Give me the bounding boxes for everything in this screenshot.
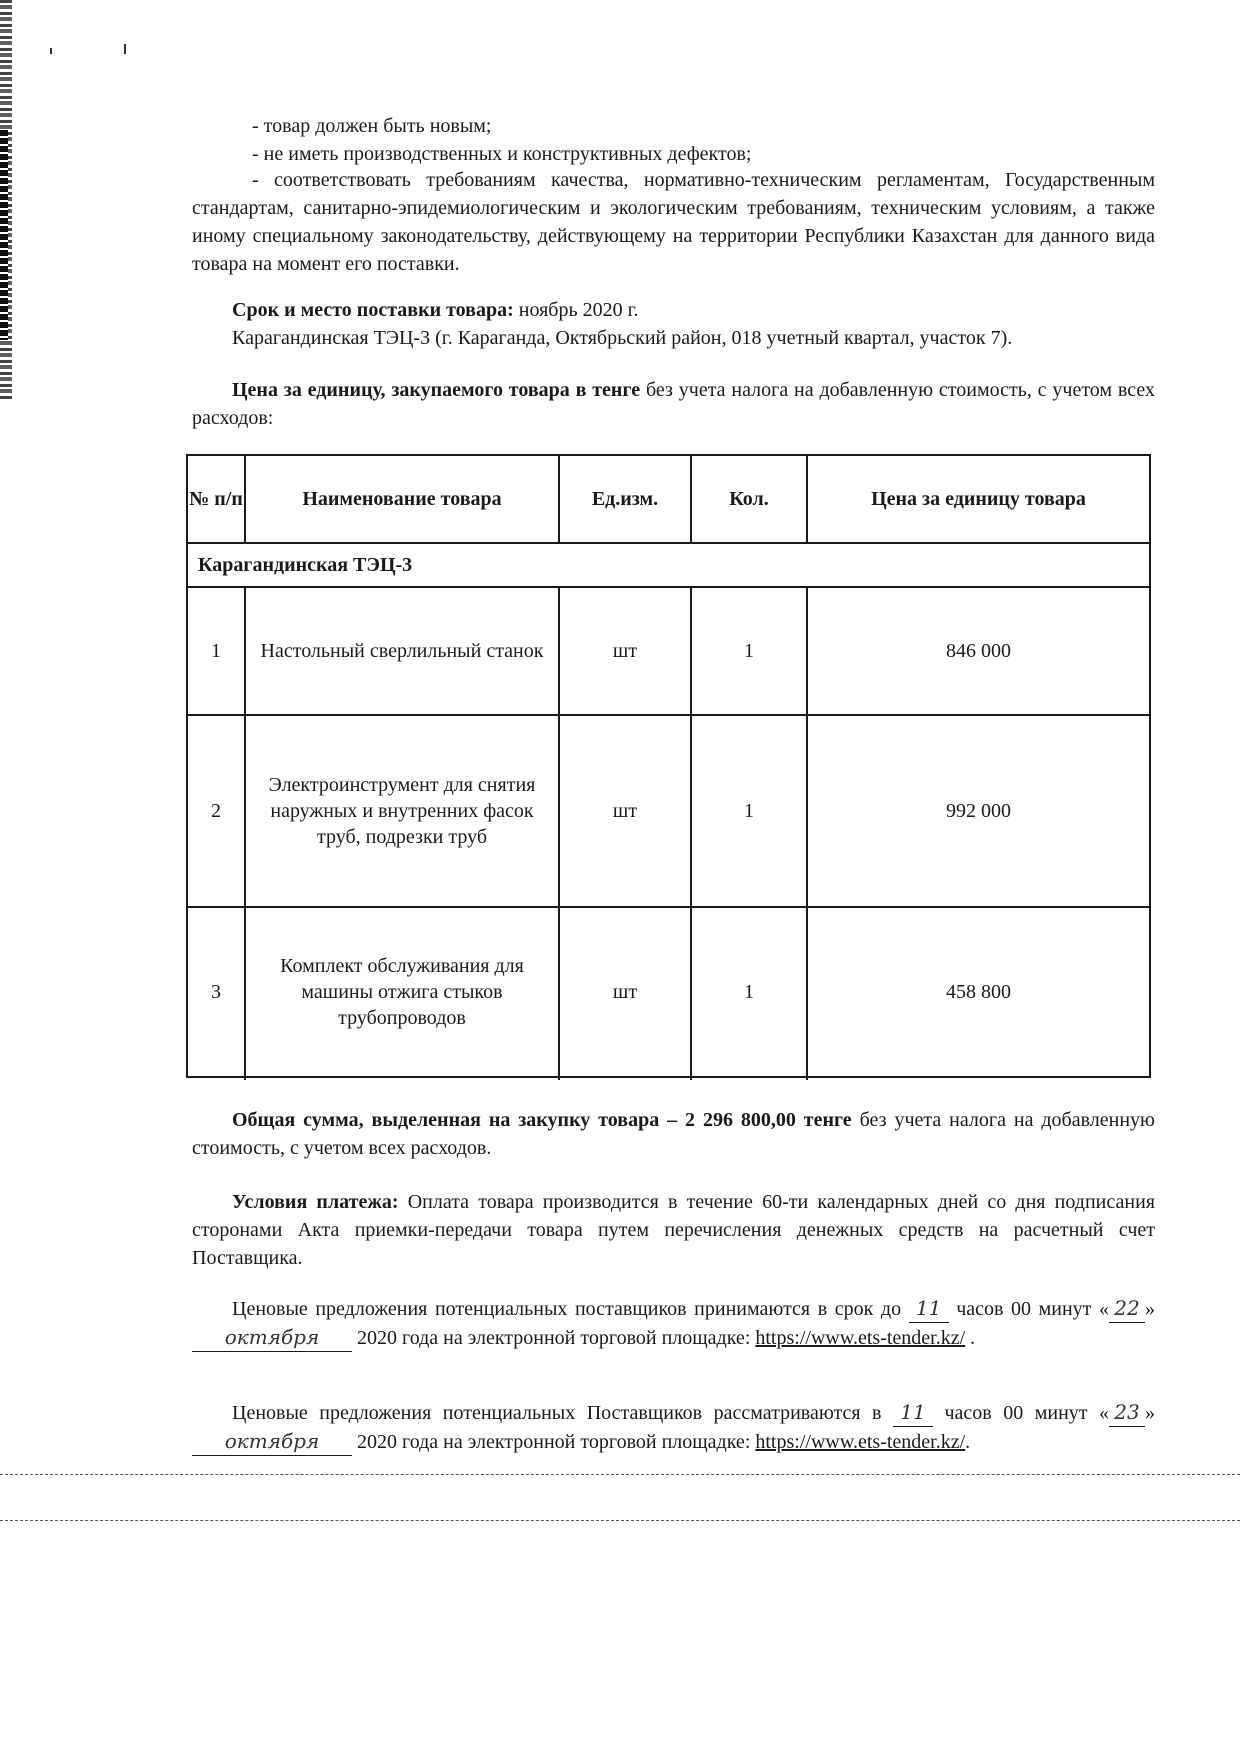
row-qty: 1 <box>744 981 754 1003</box>
header-name: Наименование товара <box>302 488 502 510</box>
scan-speck <box>124 44 126 54</box>
row-price: 846 000 <box>946 640 1011 662</box>
header-unit: Ед.изм. <box>591 488 659 510</box>
offers-review-text: » <box>1145 1402 1156 1424</box>
payment-text: Оплата товара производится в течение 60-ти календарных дней со дня подписания сторонами Акта приемки-передачи товара путем перечисления денежных средств на расчетный счет Поставщика. <box>192 1191 1155 1269</box>
row-unit: шт <box>612 981 638 1003</box>
delivery-place: Карагандинская ТЭЦ-3 (г. Караганда, Октябрьский район, 018 учетный квартал, участок 7). <box>232 327 1013 349</box>
total-paragraph <box>192 1106 1155 1162</box>
delivery-term <box>232 296 1152 324</box>
price-intro-rest: без учета налога на добавленную стоимость, с учетом всех расходов: <box>192 379 1155 429</box>
offers-review-text: 2020 года на электронной торговой площадке: <box>352 1431 756 1453</box>
row-price: 992 000 <box>946 800 1011 822</box>
offers-accept-text: Ценовые предложения потенциальных поставщиков принимаются в срок до <box>232 1298 909 1320</box>
delivery-term-value: ноябрь 2020 г. <box>513 299 639 321</box>
offers-review-text: Ценовые предложения потенциальных Поставщиков рассматриваются в <box>232 1402 893 1424</box>
row-name: Настольный сверлильный станок <box>260 640 544 662</box>
offers-review-paragraph <box>192 1398 1155 1456</box>
handwritten-month: октября <box>192 1427 352 1456</box>
ets-tender-link[interactable]: https://www.ets-tender.kz/ <box>755 1327 966 1349</box>
handwritten-day: 22 <box>1109 1294 1145 1323</box>
ets-tender-link[interactable]: https://www.ets-tender.kz/ <box>755 1431 966 1453</box>
table-rule <box>244 586 246 1080</box>
dashed-separator <box>0 1520 1240 1521</box>
total-rest: без учета налога на добавленную стоимость, с учетом всех расходов. <box>192 1109 1155 1159</box>
handwritten-month: октября <box>192 1323 352 1352</box>
row-unit: шт <box>612 800 638 822</box>
price-table <box>186 454 1151 1078</box>
delivery-label: Срок и место поставки товара: <box>232 299 514 321</box>
row-qty: 1 <box>744 640 754 662</box>
row-unit: шт <box>612 640 638 662</box>
offers-review-text: . <box>965 1431 971 1453</box>
offers-accept-text: часов 00 минут « <box>948 1298 1109 1320</box>
row-price: 458 800 <box>946 981 1011 1003</box>
dashed-separator <box>0 1474 1240 1475</box>
payment-paragraph <box>192 1188 1155 1272</box>
row-name: Электроинструмент для снятия наружных и внутренних фасок труб, подрезки труб <box>268 774 536 848</box>
row-qty: 1 <box>744 800 754 822</box>
offers-accept-paragraph <box>192 1294 1155 1352</box>
header-num: № п/п <box>189 488 243 510</box>
scan-edge-artifact <box>0 130 8 340</box>
row-num: 2 <box>211 800 221 822</box>
section-title: Карагандинская ТЭЦ-3 <box>198 554 413 576</box>
offers-review-text: часов 00 минут « <box>933 1402 1110 1424</box>
row-num: 3 <box>211 981 221 1003</box>
handwritten-day: 23 <box>1109 1398 1145 1427</box>
header-price: Цена за единицу товара <box>871 488 1086 510</box>
row-num: 1 <box>211 640 221 662</box>
header-qty: Кол. <box>729 488 769 510</box>
requirement-item: - товар должен быть новым; <box>252 115 492 137</box>
requirement-item: - соответствовать требованиям качества, нормативно-техническим регламентам, Государственным стандартам, санитарно-эпидемиологическим и экологическим требованиям, техническим условиям, а также иному специальному законодательству, действующему на территории Республики Казахстан для данного вида товара на момент его поставки. <box>192 169 1155 275</box>
price-intro <box>192 376 1155 432</box>
row-name: Комплект обслуживания для машины отжига стыков трубопроводов <box>280 955 524 1029</box>
total-bold: Общая сумма, выделенная на закупку товара – 2 296 800,00 тенге <box>232 1109 852 1131</box>
price-intro-bold: Цена за единицу, закупаемого товара в тенге <box>232 379 641 401</box>
offers-accept-text: 2020 года на электронной торговой площадке: <box>352 1327 756 1349</box>
offers-accept-text: » <box>1145 1298 1155 1320</box>
payment-label: Условия платежа: <box>232 1191 399 1213</box>
handwritten-hour: 11 <box>909 1294 949 1323</box>
handwritten-hour: 11 <box>893 1398 933 1427</box>
offers-accept-text: . <box>965 1327 976 1349</box>
requirement-item: - не иметь производственных и конструктивных дефектов; <box>252 143 752 165</box>
scan-speck <box>50 48 52 54</box>
